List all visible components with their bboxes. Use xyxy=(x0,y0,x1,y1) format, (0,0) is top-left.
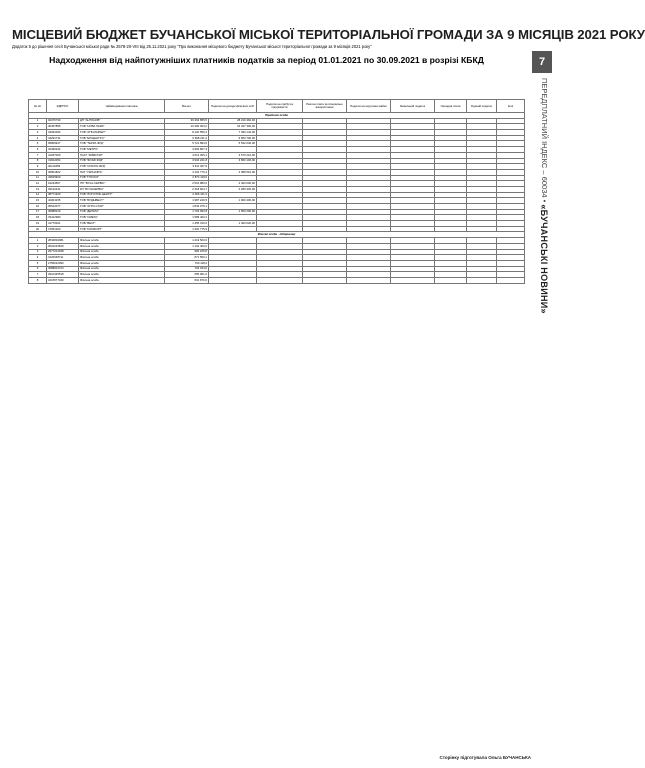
table-cell: 5 xyxy=(29,141,47,147)
table-cell: 5 xyxy=(29,260,47,266)
section-title: Фізичні особи - підприємці xyxy=(29,232,525,238)
table-cell xyxy=(497,277,525,283)
table-cell: 1 900 400,00 xyxy=(209,198,257,204)
table-cell: 2 501 880,0 xyxy=(165,181,209,187)
table-cell: 1 xyxy=(29,118,47,124)
table-cell: Фізична особа xyxy=(79,255,165,261)
table-cell: 2910445518 xyxy=(47,272,79,278)
column-header: Земельний податок xyxy=(391,100,435,113)
table-cell: 702 344,6 xyxy=(165,266,209,272)
table-cell: ТОВ "ЕПІЦЕНТР К" xyxy=(79,135,165,141)
table-cell: 31812054 xyxy=(47,158,79,164)
table-cell: 3 102 770,4 xyxy=(165,169,209,175)
table-cell: 36801822 xyxy=(47,169,79,175)
table-cell: 7 xyxy=(29,272,47,278)
table-cell: 2 xyxy=(29,243,47,249)
newspaper-sidebar xyxy=(529,24,555,744)
column-header: Всього xyxy=(165,100,209,113)
table-cell: 4 612 305,1 xyxy=(165,152,209,158)
table-cell: 28 210 462,00 xyxy=(209,118,257,124)
table-cell: 16 484 003,2 xyxy=(165,124,209,130)
table-cell: 4 570 210,00 xyxy=(209,152,257,158)
table-cell: 40119455 xyxy=(47,164,79,170)
table-cell: 37651200 xyxy=(47,226,79,232)
table-cell: 10 xyxy=(29,169,47,175)
newspaper-title: «БУЧАНСЬКІ НОВИНИ» xyxy=(539,204,549,314)
table-cell: Фізична особа xyxy=(79,266,165,272)
table-cell: ТОВ "КОМФОРТ" xyxy=(79,226,165,232)
table-cell: 8 xyxy=(29,158,47,164)
table-cell: ПП "БУЧА-СЕРВІС" xyxy=(79,181,165,187)
table-cell: 1 702 993,8 xyxy=(165,209,209,215)
table-cell: Фізична особа xyxy=(79,243,165,249)
table-cell: 2756012093 xyxy=(47,260,79,266)
table-cell: 33412980 xyxy=(47,215,79,221)
table-cell xyxy=(435,277,467,283)
table-cell: 1 455 310,6 xyxy=(165,221,209,227)
table-cell: 2977014458 xyxy=(47,249,79,255)
table-cell: 16 347 300,00 xyxy=(209,124,257,130)
table-row xyxy=(29,277,525,283)
table-cell: ПАТ "УКРНАФТА" xyxy=(79,169,165,175)
table-cell: 01234567 xyxy=(47,181,79,187)
table-cell: 7 xyxy=(29,152,47,158)
table-cell: 2 280 330,00 xyxy=(209,186,257,192)
column-header: Податок на доходи фізичних осіб xyxy=(209,100,257,113)
table-cell: 4 992 807,3 xyxy=(165,147,209,153)
table-cell: 15 xyxy=(29,198,47,204)
column-header: Орендна плата xyxy=(435,100,467,113)
table-cell: 2 998 510,00 xyxy=(209,169,257,175)
table-cell: 6 xyxy=(29,266,47,272)
table-cell xyxy=(467,277,497,283)
table-cell: 43094183 xyxy=(47,130,79,136)
table-cell: 14 xyxy=(29,192,47,198)
column-header: Інші xyxy=(497,100,525,113)
table-cell: 20 xyxy=(29,226,47,232)
table-cell: 05809917 xyxy=(47,141,79,147)
table-cell: 3215577040 xyxy=(47,277,79,283)
edition-label: ПЕРЕДПЛАТНИЙ ІНДЕКС – 60034 • xyxy=(540,78,549,203)
page-header xyxy=(12,27,645,65)
table-header-row xyxy=(29,100,525,113)
column-header: Найменування платника xyxy=(79,100,165,113)
table-cell: 13 xyxy=(29,186,47,192)
column-header: Податок на нерухоме майно xyxy=(347,100,391,113)
table-cell: 11 xyxy=(29,175,47,181)
table-cell: ПрАТ "КИЇВСТАР" xyxy=(79,152,165,158)
table-cell: 601 870,0 xyxy=(165,277,209,283)
table-cell: 1 589 400,2 xyxy=(165,215,209,221)
table-cell: 3 860 100,00 xyxy=(209,158,257,164)
table-cell: ТОВ "МЕТРО" xyxy=(79,147,165,153)
table-cell: 32490244 xyxy=(47,147,79,153)
table-cell: 17 xyxy=(29,209,47,215)
table-cell: 5 721 894,6 xyxy=(165,141,209,147)
decision-note: Додаток 5 до рішення сесії Бучанської міської ради № 2578-20-VIII від 25.11.2021 року "Про виконання місцевого бюджету Бучанської міської територіальної громади за 9 місяців 2021 року" xyxy=(12,44,372,49)
budget-banner: МІСЦЕВИЙ БЮДЖЕТ БУЧАНСЬКОЇ МІСЬКОЇ ТЕРИТОРІАЛЬНОЇ ГРОМАДИ ЗА 9 МІСЯЦІВ 2021 РОКУ xyxy=(12,27,645,42)
table-cell: Фізична особа xyxy=(79,272,165,278)
table-cell: ТОВ "ОМЕГА" xyxy=(79,215,165,221)
table-cell: 4 xyxy=(29,255,47,261)
table-cell: 2 xyxy=(29,124,47,130)
table-cell: 6 900 700,00 xyxy=(209,135,257,141)
table-cell: 8 120 556,2 xyxy=(165,130,209,136)
table-cell: Фізична особа xyxy=(79,249,165,255)
table-body xyxy=(29,113,525,284)
table-cell: ДП "АНТОНОВ" xyxy=(79,118,165,124)
table-cell: 3 904 221,8 xyxy=(165,158,209,164)
table-cell: 655 901,2 xyxy=(165,272,209,278)
table-cell xyxy=(391,277,435,283)
table-cell: 3 611 457,9 xyxy=(165,164,209,170)
table-cell: 40888210 xyxy=(47,209,79,215)
table-cell: ТОВ "БУДІНВЕСТ" xyxy=(79,198,165,204)
table-cell: 3 xyxy=(29,130,47,136)
table-cell: ТОВ "АГРО-СТАР" xyxy=(79,204,165,210)
table-cell: 871 560,1 xyxy=(165,255,209,261)
table-cell: Фізична особа xyxy=(79,238,165,244)
table-cell: 5 532 040,00 xyxy=(209,141,257,147)
table-cell: 6 xyxy=(29,147,47,153)
table-cell: 43815920 xyxy=(47,175,79,181)
column-header: Рентна плата за спеціальне використання xyxy=(303,100,347,113)
table-cell: 40457855 xyxy=(47,124,79,130)
table-cell xyxy=(303,277,347,283)
table-cell: 41267000 xyxy=(47,152,79,158)
table-cell: Фізична особа xyxy=(79,277,165,283)
table-cell: 18 xyxy=(29,215,47,221)
table-cell: 41770021 xyxy=(47,221,79,227)
table-cell: ТОВ "АТБ-МАРКЕТ" xyxy=(79,130,165,136)
table-cell: 9 xyxy=(29,164,47,170)
table-cell: ТОВ "ФОЗЗІ ФУД" xyxy=(79,158,165,164)
table-cell: 19 xyxy=(29,221,47,227)
table-cell: КП "БУЧАСЕРВІС" xyxy=(79,186,165,192)
table-cell: 1 320 775,9 xyxy=(165,226,209,232)
table-cell xyxy=(347,277,391,283)
table-cell: 1 219 503,0 xyxy=(165,238,209,244)
table-cell: ТОВ "НОВА ЛІНІЯ" xyxy=(79,124,165,130)
table-cell: 2 318 604,7 xyxy=(165,186,209,192)
table-cell: ТОВ "ЛОГІСТИК-ЦЕНТР" xyxy=(79,192,165,198)
report-title: Надходження від найпотужніших платників податків за період 01.01.2021 по 30.09.2021 в розрізі КБКД xyxy=(49,55,484,65)
sidebar-text xyxy=(539,78,549,314)
table-cell: 4 xyxy=(29,135,47,141)
table-cell: 1 102 400,0 xyxy=(165,243,209,249)
table-cell: 2 400 000,00 xyxy=(209,181,257,187)
taxpayers-table xyxy=(28,99,525,284)
table-cell: ТОВ "ТЕРРА ФУД" xyxy=(79,141,165,147)
table-cell: 35512077 xyxy=(47,204,79,210)
table-cell: 3 xyxy=(29,249,47,255)
table-cell: 16 xyxy=(29,204,47,210)
table-cell: ТОВ "ВЕСТ" xyxy=(79,221,165,227)
column-header: Єдиний податок xyxy=(467,100,497,113)
table-cell: ТОВ "ДЕЛЬТА" xyxy=(79,209,165,215)
table-cell: 2 874 119,6 xyxy=(165,175,209,181)
table-cell: ТОВ "СІЛЬПО-ФУД" xyxy=(79,164,165,170)
table-cell: 7 390 144,00 xyxy=(209,130,257,136)
table-cell: 42003155 xyxy=(47,198,79,204)
table-cell: 38771920 xyxy=(47,192,79,198)
table-cell: 2 066 411,3 xyxy=(165,192,209,198)
page-number: 7 xyxy=(532,51,552,73)
column-header: ЄДРПОУ xyxy=(47,100,79,113)
table-cell: 2834819081 xyxy=(47,238,79,244)
table-cell: 1 xyxy=(29,238,47,244)
table-cell: 8 xyxy=(29,277,47,283)
table-cell xyxy=(209,277,257,283)
column-header: Податок на прибуток підприємств xyxy=(257,100,303,113)
table-cell: 790 118,4 xyxy=(165,260,209,266)
table-cell: 1 650 200,00 xyxy=(209,209,257,215)
table-cell: 1 987 220,5 xyxy=(165,198,209,204)
table-cell: 36 462 855,5 xyxy=(165,118,209,124)
table-cell: 984 225,8 xyxy=(165,249,209,255)
table-cell: 3120048711 xyxy=(47,255,79,261)
table-cell: ТОВ "ГЛУСКО" xyxy=(79,175,165,181)
table-cell: 1 400 020,00 xyxy=(209,221,257,227)
table-cell: 02476730 xyxy=(47,118,79,124)
table-cell: 3088901724 xyxy=(47,266,79,272)
table-cell: 39122441 xyxy=(47,186,79,192)
table-cell: 12 xyxy=(29,181,47,187)
page-footer: Сторінку підготувала Ольга БУЧАНСЬКА xyxy=(439,755,531,760)
column-header: № з/п xyxy=(29,100,47,113)
table-cell: 44291731 xyxy=(47,135,79,141)
table-cell: 1 844 075,1 xyxy=(165,204,209,210)
table-cell: Фізична особа xyxy=(79,260,165,266)
table-cell: 6 998 211,4 xyxy=(165,135,209,141)
table-cell: 3001243819 xyxy=(47,243,79,249)
section-title: Юридичні особи xyxy=(29,113,525,119)
table-cell xyxy=(257,277,303,283)
